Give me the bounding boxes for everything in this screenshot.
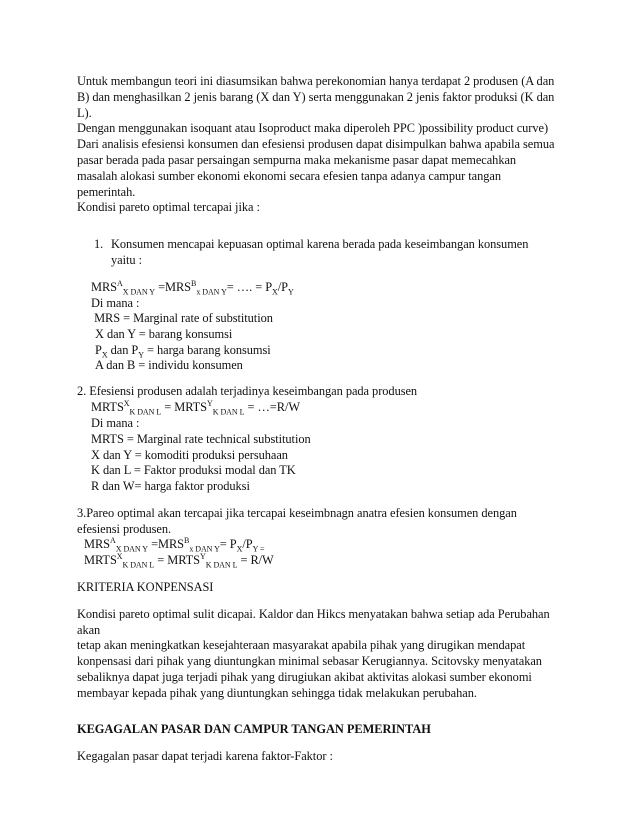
formula-mrs: $MRS^A_{X DAN Y} =MRS^B_{x DAN Y}=$ …. = $P_X/P_Y$ bbox=[91, 278, 294, 297]
paragraph-line: Untuk membangun teori ini diasumsikan bahwa perekonomian hanya terdapat 2 produsen (A dan bbox=[77, 74, 555, 88]
definition-line: R dan W= harga faktor produksi bbox=[91, 479, 250, 493]
list-item-line: Konsumen mencapai kepuasan optimal karena berada pada keseimbangan konsumen bbox=[111, 237, 529, 251]
definition-line: X dan Y = barang konsumsi bbox=[95, 327, 233, 341]
paragraph-line: tetap akan meningkatkan kesejahteraan masyarakat apabila pihak yang dirugikan mendapat bbox=[77, 638, 526, 652]
paragraph-line: masalah alokasi sumber ekonomi ekonomi secara efesien tanpa adanya campur tangan bbox=[77, 169, 501, 183]
dimana-label: Di mana : bbox=[91, 416, 140, 430]
definition-line: MRS = Marginal rate of substitution bbox=[94, 311, 273, 325]
list-item-line: efesiensi produsen. bbox=[77, 522, 172, 536]
paragraph-line: B) dan menghasilkan 2 jenis barang (X dan Y) serta menggunakan 2 jenis faktor produksi (K dan bbox=[77, 90, 555, 104]
paragraph-line: akan bbox=[77, 623, 101, 637]
paragraph-line: Dengan menggunakan isoquant atau Isoproduct maka diperoleh PPC )possibility product curve) bbox=[77, 121, 549, 135]
paragraph-line: pasar berada pada pasar persaingan sempurna maka mekanisme pasar dapat memecahkan bbox=[77, 153, 517, 167]
list-item-line: 3.Pareo optimal akan tercapai jika tercapai keseimbnagn anatra efesien konsumen dengan bbox=[77, 506, 517, 520]
dimana-label: Di mana : bbox=[91, 296, 140, 310]
paragraph-line: Kondisi pareto optimal tercapai jika : bbox=[77, 200, 260, 214]
section-heading: KRITERIA KONPENSASI bbox=[77, 580, 214, 594]
formula-mrts: $MRTS^X_{K DAN L}$ = $MRTS^Y_{K DAN L}$ = …=R/W bbox=[91, 398, 300, 417]
formula-mrts: $MRTS^X_{K DAN L}$ = $MRTS^Y_{K DAN L} = R/W$ bbox=[84, 551, 274, 570]
section-heading: KEGAGALAN PASAR DAN CAMPUR TANGAN PEMERINTAH bbox=[77, 722, 431, 736]
paragraph-line: sebaliknya dapat juga terjadi pihak yang dirugiukan akibat aktivitas alokasi sumber ekonomi bbox=[77, 670, 532, 684]
definition-line: MRTS = Marginal rate technical substitution bbox=[91, 432, 311, 446]
list-item-line: yaitu : bbox=[111, 253, 142, 267]
list-item-line: 2. Efesiensi produsen adalah terjadinya keseimbangan pada produsen bbox=[77, 384, 418, 398]
paragraph-line: Kegagalan pasar dapat terjadi karena faktor-Faktor : bbox=[77, 749, 333, 763]
list-number: 1. bbox=[94, 237, 104, 251]
formula-mrs: $MRS^A_{X DAN Y} =MRS^B_{x DAN Y}= P_X/P_{Y =}$ bbox=[84, 535, 265, 554]
paragraph-line: Kondisi pareto optimal sulit dicapai. Kaldor dan Hikcs menyatakan bahwa setiap ada Perubahan bbox=[77, 607, 550, 621]
definition-line: K dan L = Faktor produksi modal dan TK bbox=[91, 463, 296, 477]
paragraph-line: membayar kepada pihak yang diuntungkan sehingga tidak melakukan perubahan. bbox=[77, 686, 477, 700]
definition-line: X dan Y = komoditi produksi persuhaan bbox=[91, 448, 288, 462]
definition-line: A dan B = individu konsumen bbox=[95, 358, 243, 372]
paragraph-line: konpensasi dari pihak yang diuntungkan minimal sebasar Kerugiannya. Scitovsky menyatakan bbox=[77, 654, 542, 668]
paragraph-line: pemerintah. bbox=[77, 185, 136, 199]
definition-line: $P_X$ dan $P_Y$ = harga barang konsumsi bbox=[95, 343, 271, 360]
paragraph-line: L). bbox=[77, 106, 92, 120]
paragraph-line: Dari analisis efesiensi konsumen dan efesiensi produsen dapat disimpulkan bahwa apabila semua bbox=[77, 137, 555, 151]
